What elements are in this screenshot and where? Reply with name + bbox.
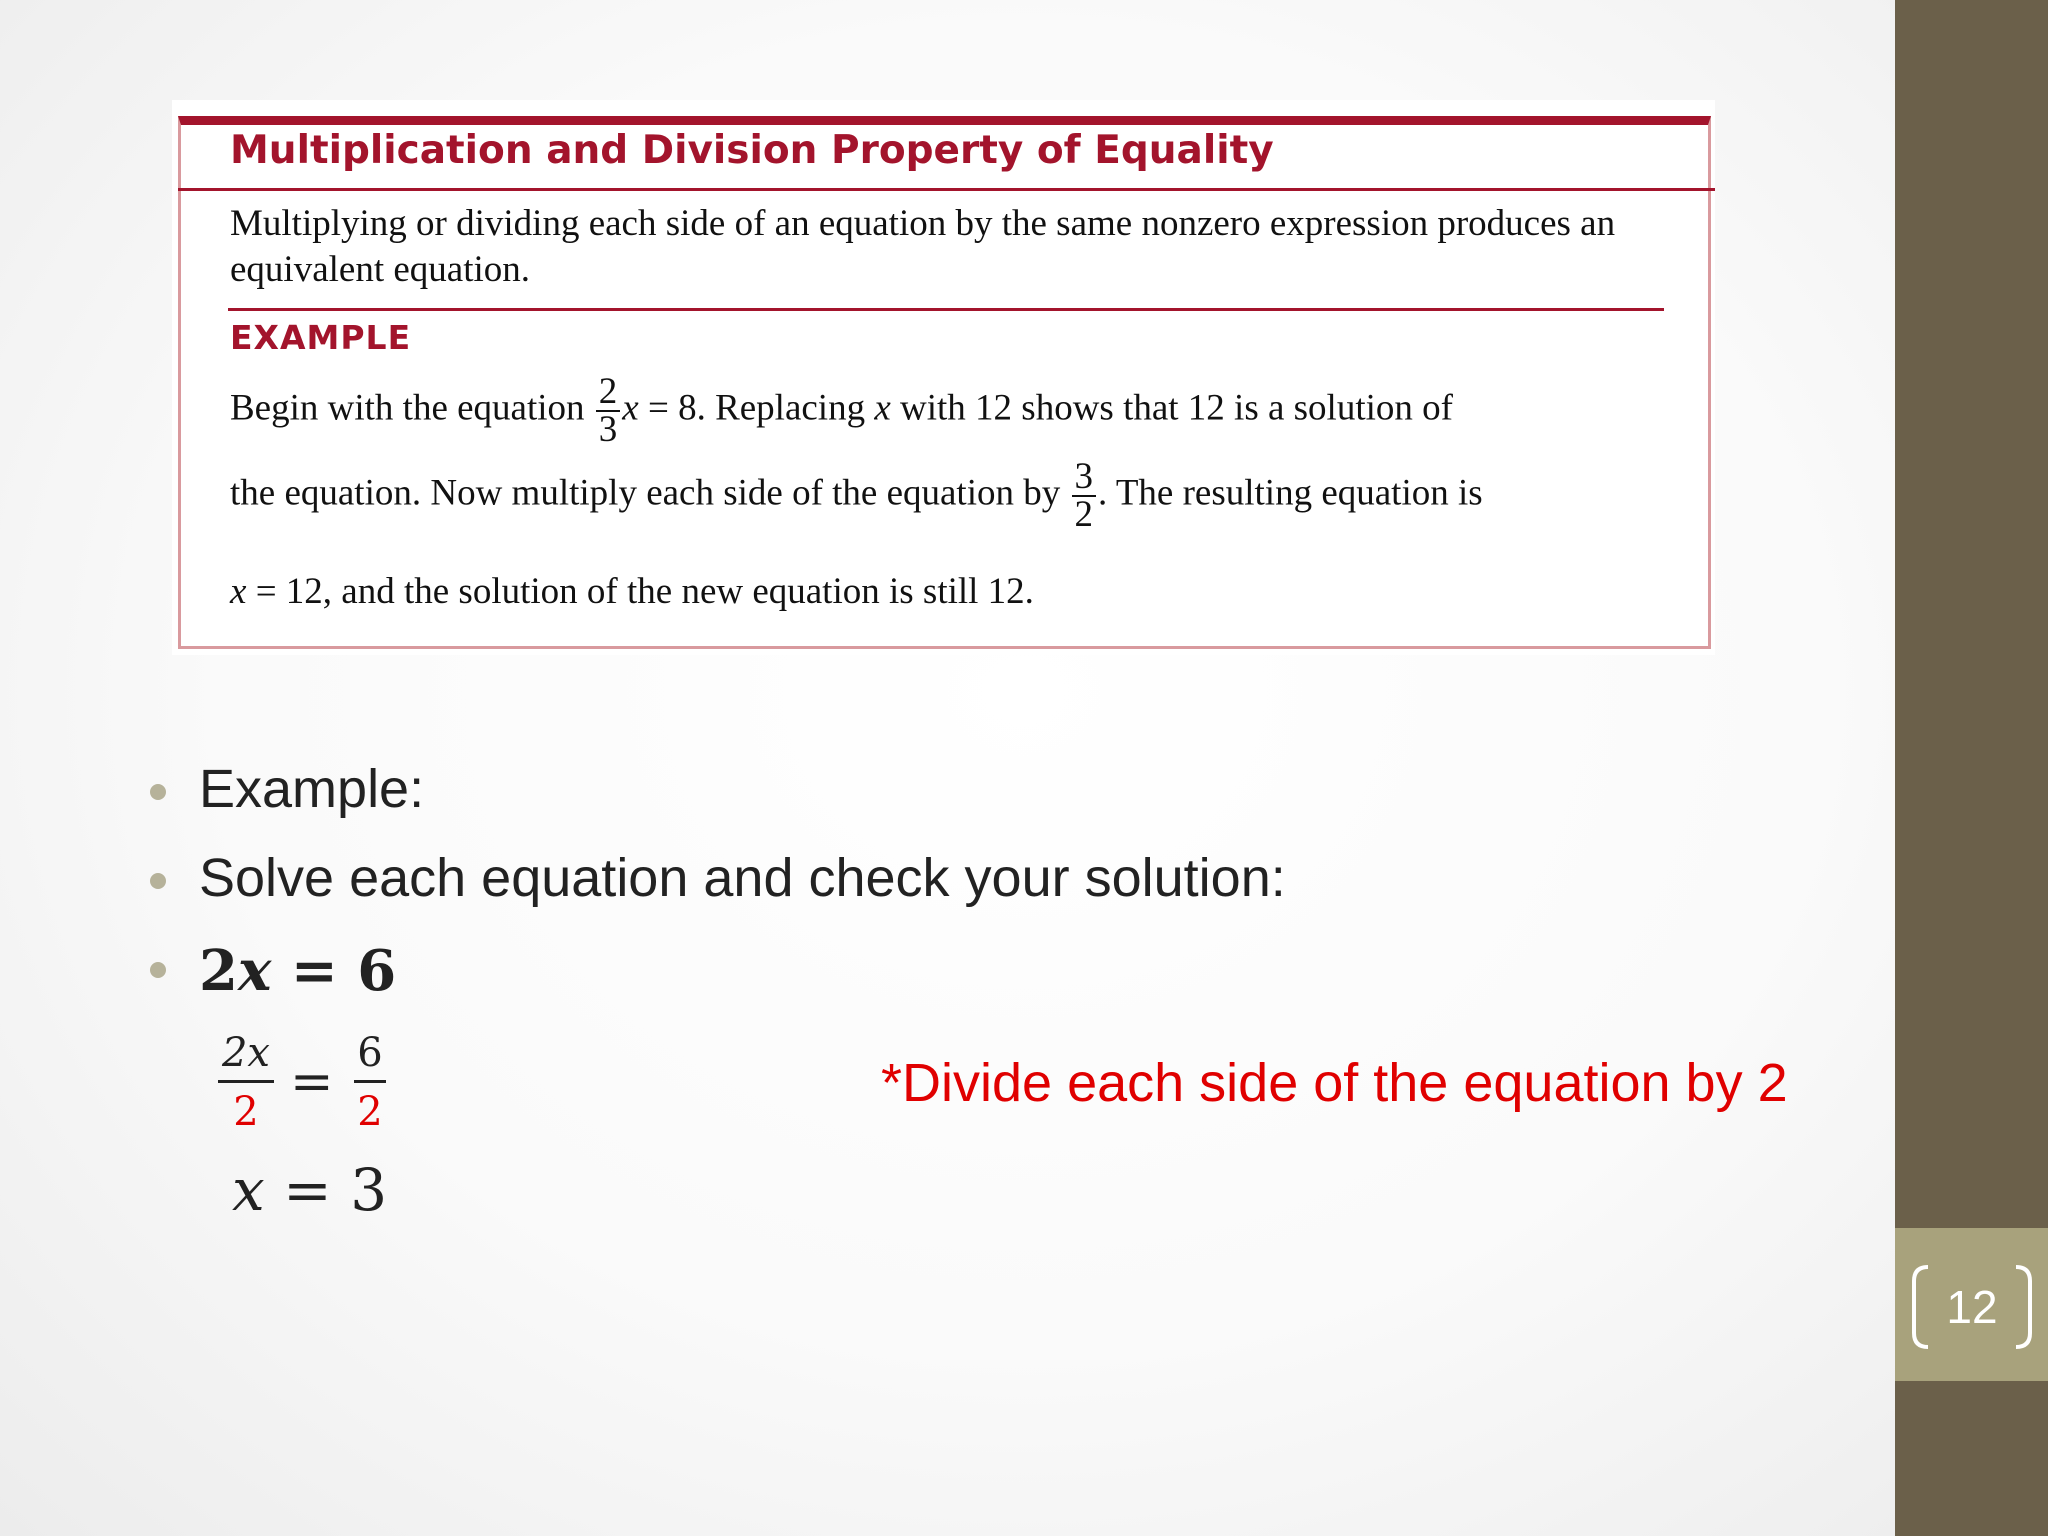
variable-x: x — [230, 571, 247, 612]
fraction-three-halves — [1072, 456, 1097, 535]
example-text: = 8. Replacing — [638, 387, 875, 429]
divide-note: *Divide each side of the equation by 2 — [881, 1053, 1788, 1113]
variable-x: x — [232, 1156, 265, 1224]
variable-x: x — [622, 387, 639, 429]
fraction-two-thirds — [596, 371, 621, 450]
equation-rest: = 6 — [271, 938, 397, 1004]
example-label: EXAMPLE — [230, 318, 412, 357]
variable-x: x — [237, 938, 272, 1004]
equals-sign: = — [290, 1052, 334, 1112]
fraction-denominator: 2 — [357, 1089, 383, 1135]
solution-x-equals-3 — [232, 1156, 387, 1224]
example-line-2 — [230, 456, 1483, 535]
title-divider — [178, 188, 1715, 191]
bullet-dot — [150, 784, 166, 800]
fraction-numerator: 3 — [1072, 459, 1097, 497]
example-text: the equation. Now multiply each side of the equation by — [230, 472, 1070, 514]
property-description: Multiplying or dividing each side of an equation by the same nonzero expression produces an equivalent equation. — [230, 203, 1616, 290]
fraction-numerator: 2 — [596, 374, 621, 412]
fraction-denominator: 3 — [598, 409, 618, 450]
fraction-2x-over-2 — [218, 1030, 274, 1135]
fraction-denominator: 2 — [233, 1089, 259, 1135]
bullet-instructions: Solve each equation and check your solution: — [199, 848, 1286, 908]
example-text: = 12, and the solution of the new equation is still 12. — [246, 571, 1034, 612]
equation-coefficient: 2 — [199, 938, 238, 1004]
fraction-numerator: 2x — [221, 1030, 270, 1076]
page-number: 12 — [1946, 1281, 1998, 1333]
variable-x: x — [874, 387, 891, 429]
fraction-6-over-2 — [354, 1030, 386, 1135]
property-title: Multiplication and Division Property of Equality — [230, 128, 1274, 173]
example-text: . The resulting equation is — [1098, 472, 1483, 514]
example-line-3 — [230, 570, 1034, 613]
example-text: Begin with the equation — [230, 387, 594, 429]
example-line-1 — [230, 371, 1453, 450]
example-text: with 12 shows that 12 is a solution of — [890, 387, 1453, 429]
bullet-dot — [150, 873, 166, 889]
equation-2x-equals-6 — [199, 938, 396, 1004]
fraction-denominator: 2 — [1074, 494, 1093, 535]
example-divider — [228, 308, 1664, 311]
solution-rest: = 3 — [264, 1156, 388, 1224]
bullet-dot — [150, 962, 166, 978]
fraction-numerator: 6 — [357, 1030, 383, 1076]
bullet-example: Example: — [199, 759, 425, 819]
